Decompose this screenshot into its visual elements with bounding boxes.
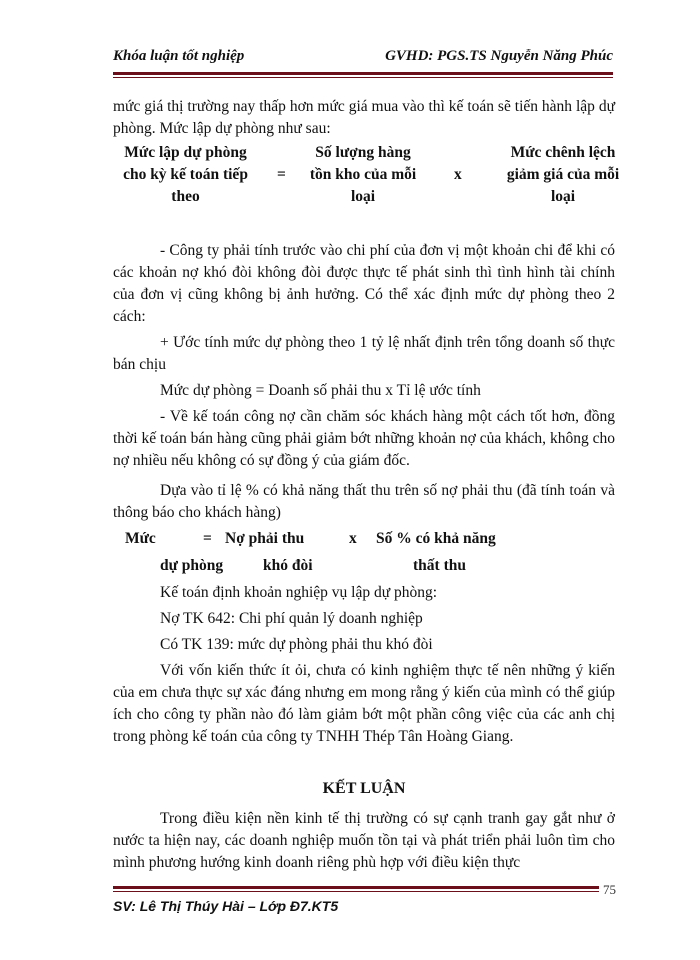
header-rule-thick <box>113 72 613 75</box>
footer-left: SV: Lê Thị Thúy Hài – Lớp Đ7.KT5 <box>113 898 339 914</box>
formula1-col3 <box>488 142 638 208</box>
formula2-equals: = <box>203 530 212 547</box>
entry-credit: Có TK 139: mức dự phòng phải thu khó đòi <box>160 636 433 653</box>
formula1-col2-line3: loại <box>350 188 376 205</box>
page-header <box>113 48 613 70</box>
formula1-equals: = <box>277 166 286 183</box>
formula2-c1: Số % có khả năng <box>376 530 496 547</box>
footer-rule-thin <box>113 891 599 892</box>
formula1-col3-line1: Mức chênh lệch <box>510 144 616 161</box>
formula1-col1 <box>113 142 258 208</box>
page-number: 75 <box>603 882 616 897</box>
formula2-a2: dự phòng <box>160 557 224 574</box>
formula1-col2 <box>293 142 433 208</box>
formula1-col3-line2: giảm giá của mỗi <box>506 166 620 183</box>
formula1-col2-line1: Số lượng hàng <box>315 144 411 161</box>
formula2-c2: thất thu <box>413 557 466 574</box>
conclusion-title: KẾT LUẬN <box>322 780 406 797</box>
formula1-times: x <box>454 166 462 183</box>
conclusion-paragraph: Trong điều kiện nền kinh tế thị trường có sự cạnh tranh gay gắt như ở nước ta hiện nay, các doanh nghiệp muốn tồn tại và phát triển phải luôn tìm cho mình phương hướng kinh doanh riêng phù hợp với điều kiện thực <box>113 810 615 871</box>
method2-paragraph: - Về kế toán công nợ cần chăm sóc khách hàng một cách tốt hơn, đồng thời kế toán bán hàng cũng phải giảm bớt những khoản nợ của khách, không cho nợ nhiều nếu không có sự đồng ý của giám đốc. <box>113 408 615 469</box>
intro-paragraph: mức giá thị trường nay thấp hơn mức giá mua vào thì kế toán sẽ tiến hành lập dự phòng. Mức lập dự phòng như sau: <box>113 98 615 137</box>
header-rule-thin <box>113 77 613 78</box>
formula1-col1-line2: cho kỳ kế toán tiếp <box>123 166 248 183</box>
formula2-times: x <box>349 530 357 547</box>
entries-intro: Kế toán định khoản nghiệp vụ lập dự phòng: <box>160 584 438 601</box>
formula2-a1: Mức <box>125 530 156 547</box>
formula1-col1-line3: theo <box>171 188 200 205</box>
method1-paragraph: + Ước tính mức dự phòng theo 1 tỷ lệ nhất định trên tổng doanh số thực bán chịu <box>113 334 615 373</box>
formula1-col1-line1: Mức lập dự phòng <box>124 144 247 161</box>
provision-formula-line: Mức dự phòng = Doanh số phải thu x Tỉ lệ ước tính <box>160 382 481 399</box>
formula2-b2: khó đòi <box>263 557 313 574</box>
footer-rule-thick <box>113 886 599 889</box>
header-left: Khóa luận tốt nghiệp <box>113 48 245 64</box>
formula1-col3-line3: loại <box>550 188 576 205</box>
formula2-b1: Nợ phải thu <box>225 530 305 547</box>
entry-debit: Nợ TK 642: Chi phí quản lý doanh nghiệp <box>160 610 423 627</box>
bad-debt-paragraph: - Công ty phải tính trước vào chi phí của đơn vị một khoản chi để khi có các khoản nợ khó đòi không đòi được thực tế phát sinh thì tình hình tài chính của đơn vị cũng không bị ảnh hưởng. Có thể xác định mức dự phòng theo 2 cách: <box>113 242 615 325</box>
header-right: GVHD: PGS.TS Nguyễn Năng Phúc <box>385 48 613 64</box>
closing-paragraph: Với vốn kiến thức ít ỏi, chưa có kinh nghiệm thực tế nên những ý kiến của em chưa thực sự xác đáng nhưng em mong rằng ý kiến của mình có thể giúp ích cho công ty phần nào đó làm giảm bớt một phần công việc của các anh chị trong phòng kế toán của công ty TNHH Thép Tân Hoàng Giang. <box>113 662 615 745</box>
formula1-col2-line2: tồn kho của mỗi <box>309 166 417 183</box>
ratio-paragraph: Dựa vào tỉ lệ % có khả năng thất thu trên số nợ phải thu (đã tính toán và thông báo cho khách hàng) <box>113 482 615 521</box>
